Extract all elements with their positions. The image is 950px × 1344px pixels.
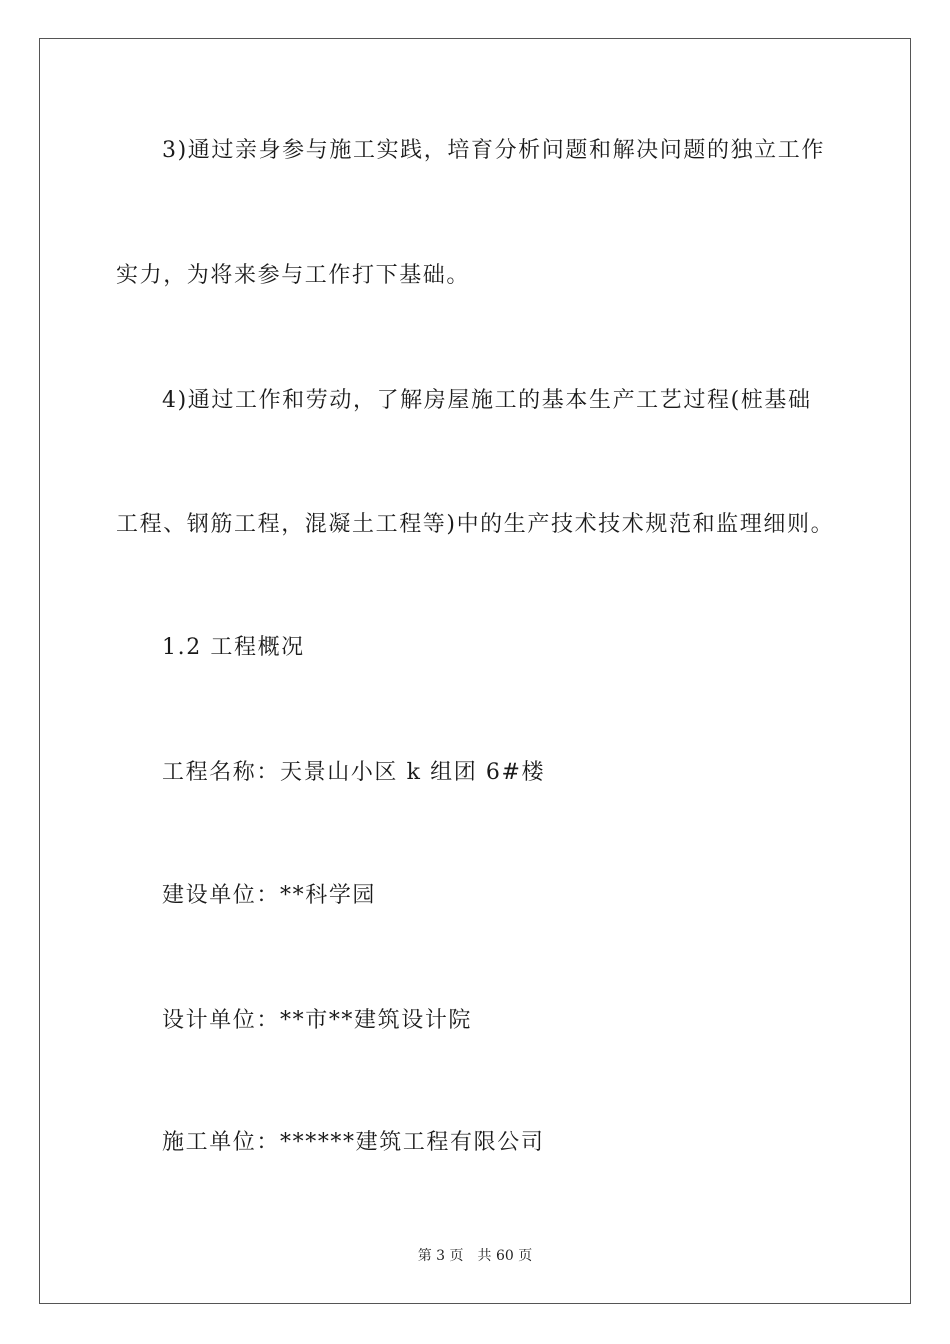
owner-unit-value: **科学园 xyxy=(280,883,377,908)
section-heading: 1.2 工程概况 xyxy=(162,635,305,660)
design-unit-row xyxy=(162,1006,472,1036)
construction-unit-label: 施工单位： xyxy=(162,1130,281,1155)
paragraph-4-line-1: 4)通过工作和劳动，了解房屋施工的基本生产工艺过程(桩基础 xyxy=(162,388,812,413)
paragraph-3-line-2: 实力，为将来参与工作打下基础。 xyxy=(116,263,471,288)
owner-unit-label: 建设单位： xyxy=(162,883,281,908)
construction-unit-value: ******建筑工程有限公司 xyxy=(280,1130,545,1155)
paragraph-3-line-1: 3)通过亲身参与施工实践，培育分析问题和解决问题的独立工作 xyxy=(162,138,825,163)
page-number-total: 共 60 页 xyxy=(477,1248,533,1264)
construction-unit-row xyxy=(162,1128,544,1158)
design-unit-label: 设计单位： xyxy=(162,1008,281,1033)
page-footer xyxy=(0,1246,950,1266)
design-unit-value: **市**建筑设计院 xyxy=(280,1008,473,1033)
project-name-label: 工程名称： xyxy=(162,760,281,785)
paragraph-4-line-2: 工程、钢筋工程，混凝土工程等)中的生产技术技术规范和监理细则。 xyxy=(116,512,835,537)
project-name-row xyxy=(162,758,545,788)
owner-unit-row xyxy=(162,881,376,911)
page-border xyxy=(39,38,911,1304)
page-number-current: 第 3 页 xyxy=(417,1248,464,1264)
project-name-value: 天景山小区 k 组团 6#楼 xyxy=(280,760,546,785)
